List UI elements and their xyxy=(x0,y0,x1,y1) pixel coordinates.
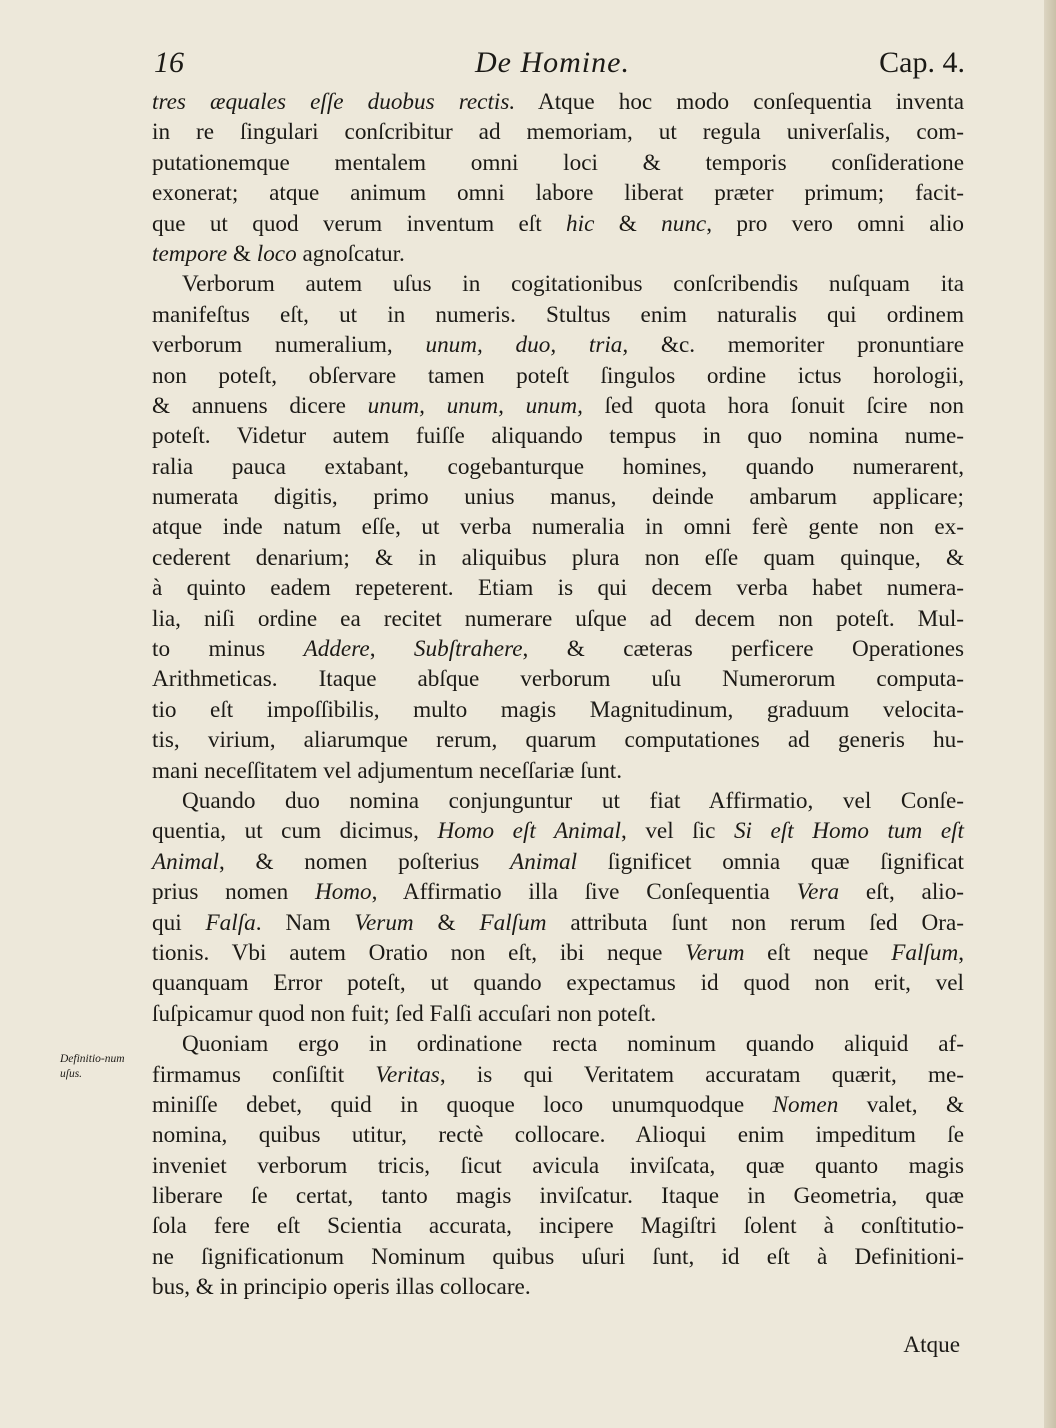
text-line: Quando duo nomina conjunguntur ut fiat Affirmatio, vel Conſe- xyxy=(182,787,964,814)
text-line: numerata digitis, primo unius manus, deinde ambarum applicare; xyxy=(152,484,964,511)
text-line: ralia pauca extabant, cogebanturque homines, quando numerarent, xyxy=(152,453,964,480)
text-line: to minus Addere, Subſtrahere, & cæteras perficere Operationes xyxy=(152,636,965,663)
text-line: tis, virium, aliarumque rerum, quarum computationes ad generis hu- xyxy=(152,727,964,754)
text-line: ſola fere eſt Scientia accurata, incipere Magiſtri ſolent à conſtitutio- xyxy=(152,1213,964,1240)
margin-note: Definitio-num uſus. xyxy=(60,1053,125,1080)
page-number: 16 xyxy=(154,46,184,79)
text-line: qui Falſa. Nam Verum & Falſum attributa ſunt non rerum ſed Ora- xyxy=(152,909,964,936)
text-line: poteſt. Videtur autem fuiſſe aliquando tempus in quo nomina nume- xyxy=(152,423,964,450)
text-line: manifeſtus eſt, ut in numeris. Stultus enim naturalis qui ordinem xyxy=(152,301,964,328)
text-line: à quinto eadem repeterent. Etiam is qui decem verba habet numera- xyxy=(152,575,964,602)
text-line: inveniet verborum tricis, ſicut avicula inviſcata, quæ quanto magis xyxy=(152,1152,964,1179)
text-line: nomina, quibus utitur, rectè collocare. Alioqui enim impeditum ſe xyxy=(152,1122,964,1149)
text-line: atque inde natum eſſe, ut verba numeralia in omni ferè gente non ex- xyxy=(152,514,964,541)
text-line: ſuſpicamur quod non fuit; ſed Falſi accuſari non poteſt. xyxy=(152,1000,657,1027)
text-line: bus, & in principio operis illas collocare. xyxy=(152,1274,531,1301)
text-line: mani neceſſitatem vel adjumentum neceſſariæ ſunt. xyxy=(152,757,623,784)
text-line: exonerat; atque animum omni labore liberat præter primum; facit- xyxy=(152,180,964,207)
text-line: tio eſt impoſſibilis, multo magis Magnitudinum, graduum velocita- xyxy=(152,696,964,723)
text-line: cederent denarium; & in aliquibus plura non eſſe quam quinque, & xyxy=(152,544,964,571)
running-header xyxy=(150,46,965,86)
text-line: lia, niſi ordine ea recitet numerare uſque ad decem non poteſt. Mul- xyxy=(152,605,964,632)
running-title: De Homine. xyxy=(475,46,630,79)
text-line: ne ſignificationum Nominum quibus uſuri ſunt, id eſt à Definitioni- xyxy=(152,1243,964,1270)
text-line: non poteſt, obſervare tamen poteſt ſingulos ordine ictus horologii, xyxy=(152,362,964,389)
catchword: Atque xyxy=(903,1332,960,1358)
text-line: Verborum autem uſus in cogitationibus conſcribendis nuſquam ita xyxy=(182,271,964,298)
text-line: tionis. Vbi autem Oratio non eſt, ibi neque Verum eſt neque Falſum, xyxy=(152,939,965,966)
text-line: miniſſe debet, quid in quoque loco unumquodque Nomen valet, & xyxy=(152,1091,964,1118)
text-line: Animal, & nomen poſterius Animal ſignificet omnia quæ ſignificat xyxy=(152,848,964,875)
text-line: liberare ſe certat, tanto magis inviſcatur. Itaque in Geometria, quæ xyxy=(152,1183,964,1210)
text-line: putationemque mentalem omni loci & temporis conſideratione xyxy=(152,149,964,176)
chapter-label: Cap. 4. xyxy=(879,46,965,79)
text-line: Arithmeticas. Itaque abſque verborum uſu Numerorum computa- xyxy=(152,666,964,693)
text-line: Quoniam ergo in ordinatione recta nominum quando aliquid af- xyxy=(182,1031,964,1058)
text-line: in re ſingulari conſcribitur ad memoriam, ut regula univerſalis, com- xyxy=(152,119,964,146)
text-line: prius nomen Homo, Affirmatio illa ſive Conſequentia Vera eſt, alio- xyxy=(152,879,965,906)
text-line: quanquam Error poteſt, ut quando expectamus id quod non erit, vel xyxy=(152,970,964,997)
text-line: tres æquales eſſe duobus rectis. Atque hoc modo conſequentia inventa xyxy=(152,89,964,115)
text-line: tempore & loco agnoſcatur. xyxy=(152,240,405,267)
text-line: & annuens dicere unum, unum, unum, ſed quota hora ſonuit ſcire non xyxy=(152,392,964,419)
text-line: quentia, ut cum dicimus, Homo eſt Animal, vel ſic Si eſt Homo tum eſt xyxy=(152,818,964,845)
text-line: firmamus conſiſtit Veritas, is qui Veritatem accuratam quærit, me- xyxy=(152,1061,964,1088)
body-text xyxy=(152,87,964,1303)
text-line: verborum numeralium, unum, duo, tria, &c. memoriter pronuntiare xyxy=(152,332,964,359)
text-line: que ut quod verum inventum eſt hic & nunc, pro vero omni alio xyxy=(152,210,964,237)
page-edge xyxy=(1044,0,1056,1428)
